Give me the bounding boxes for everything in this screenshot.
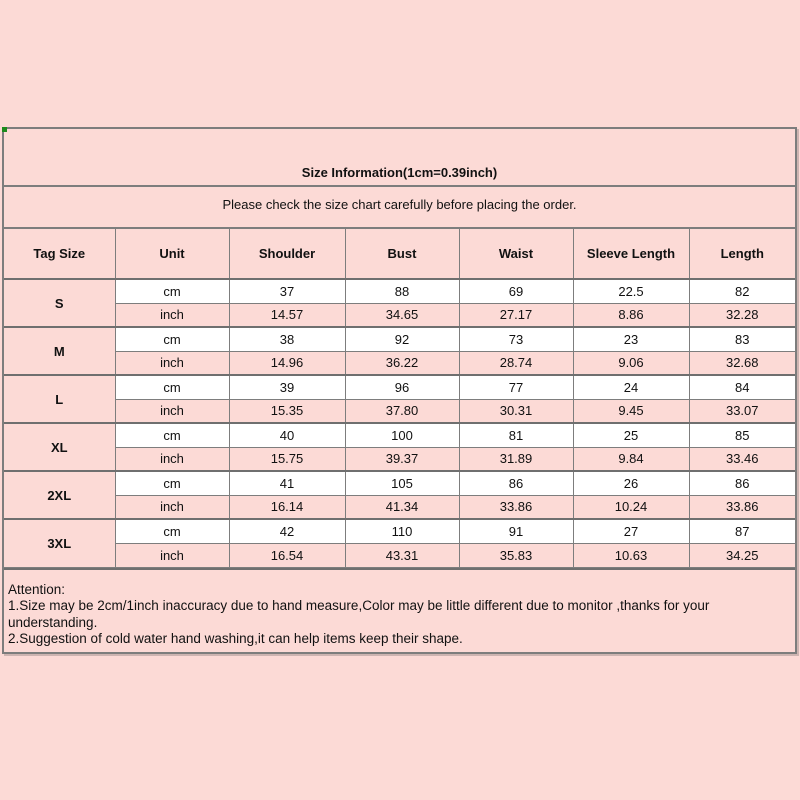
size-row-cm (4, 423, 795, 447)
value-cell: 33.46 (689, 447, 795, 471)
value-cell: 73 (459, 327, 573, 351)
value-cell: 105 (345, 471, 459, 495)
value-cell: 9.45 (573, 399, 689, 423)
size-row-inch (4, 495, 795, 519)
value-cell: 86 (459, 471, 573, 495)
size-table-header (4, 229, 795, 279)
value-cell: 26 (573, 471, 689, 495)
unit-cell: inch (115, 399, 229, 423)
value-cell: 84 (689, 375, 795, 399)
value-cell: 16.14 (229, 495, 345, 519)
size-row-cm (4, 279, 795, 303)
attention-heading: Attention: (8, 581, 66, 597)
size-table (4, 229, 795, 568)
value-cell: 28.74 (459, 351, 573, 375)
value-cell: 77 (459, 375, 573, 399)
size-label-cell: S (4, 279, 115, 327)
header-unit: Unit (115, 229, 229, 279)
value-cell: 35.83 (459, 543, 573, 567)
value-cell: 15.35 (229, 399, 345, 423)
value-cell: 41.34 (345, 495, 459, 519)
value-cell: 15.75 (229, 447, 345, 471)
attention-section (4, 568, 795, 652)
unit-cell: cm (115, 471, 229, 495)
size-row-inch (4, 543, 795, 567)
value-cell: 33.86 (459, 495, 573, 519)
value-cell: 33.07 (689, 399, 795, 423)
value-cell: 38 (229, 327, 345, 351)
value-cell: 31.89 (459, 447, 573, 471)
size-label-cell: 2XL (4, 471, 115, 519)
attention-line-1: 1.Size may be 2cm/1inch inaccuracy due to hand measure,Color may be little different due to monitor ,thanks for your understanding. (8, 598, 710, 630)
value-cell: 33.86 (689, 495, 795, 519)
value-cell: 81 (459, 423, 573, 447)
unit-cell: inch (115, 303, 229, 327)
header-tag-size: Tag Size (4, 229, 115, 279)
value-cell: 27 (573, 519, 689, 543)
size-row-cm (4, 471, 795, 495)
value-cell: 32.28 (689, 303, 795, 327)
value-cell: 37 (229, 279, 345, 303)
size-row-cm (4, 327, 795, 351)
value-cell: 39 (229, 375, 345, 399)
value-cell: 14.96 (229, 351, 345, 375)
header-waist: Waist (459, 229, 573, 279)
size-label-cell: M (4, 327, 115, 375)
value-cell: 34.65 (345, 303, 459, 327)
value-cell: 10.24 (573, 495, 689, 519)
value-cell: 41 (229, 471, 345, 495)
size-table-body (4, 279, 795, 567)
value-cell: 22.5 (573, 279, 689, 303)
value-cell: 14.57 (229, 303, 345, 327)
value-cell: 83 (689, 327, 795, 351)
value-cell: 9.84 (573, 447, 689, 471)
value-cell: 86 (689, 471, 795, 495)
size-row-cm (4, 519, 795, 543)
table-title-row (4, 129, 795, 187)
value-cell: 91 (459, 519, 573, 543)
size-row-inch (4, 303, 795, 327)
value-cell: 85 (689, 423, 795, 447)
unit-cell: inch (115, 495, 229, 519)
value-cell: 42 (229, 519, 345, 543)
value-cell: 88 (345, 279, 459, 303)
value-cell: 43.31 (345, 543, 459, 567)
header-shoulder: Shoulder (229, 229, 345, 279)
size-row-inch (4, 399, 795, 423)
size-chart-table (2, 127, 797, 654)
table-title: Size Information(1cm=0.39inch) (301, 165, 498, 180)
unit-cell: inch (115, 351, 229, 375)
unit-cell: cm (115, 279, 229, 303)
size-label-cell: L (4, 375, 115, 423)
unit-cell: inch (115, 543, 229, 567)
value-cell: 40 (229, 423, 345, 447)
unit-cell: cm (115, 327, 229, 351)
value-cell: 87 (689, 519, 795, 543)
value-cell: 32.68 (689, 351, 795, 375)
value-cell: 8.86 (573, 303, 689, 327)
value-cell: 23 (573, 327, 689, 351)
value-cell: 30.31 (459, 399, 573, 423)
value-cell: 36.22 (345, 351, 459, 375)
size-row-inch (4, 447, 795, 471)
value-cell: 27.17 (459, 303, 573, 327)
value-cell: 16.54 (229, 543, 345, 567)
header-sleeve-length: Sleeve Length (573, 229, 689, 279)
value-cell: 39.37 (345, 447, 459, 471)
value-cell: 24 (573, 375, 689, 399)
value-cell: 82 (689, 279, 795, 303)
value-cell: 34.25 (689, 543, 795, 567)
value-cell: 25 (573, 423, 689, 447)
table-subtitle: Please check the size chart carefully before placing the order. (222, 196, 577, 212)
value-cell: 92 (345, 327, 459, 351)
size-row-inch (4, 351, 795, 375)
header-bust: Bust (345, 229, 459, 279)
unit-cell: cm (115, 423, 229, 447)
value-cell: 9.06 (573, 351, 689, 375)
value-cell: 96 (345, 375, 459, 399)
size-row-cm (4, 375, 795, 399)
unit-cell: cm (115, 375, 229, 399)
size-label-cell: XL (4, 423, 115, 471)
table-subtitle-row (4, 187, 795, 229)
value-cell: 37.80 (345, 399, 459, 423)
value-cell: 10.63 (573, 543, 689, 567)
selection-corner-mark (2, 127, 7, 132)
header-length: Length (689, 229, 795, 279)
size-label-cell: 3XL (4, 519, 115, 567)
header-row (4, 229, 795, 279)
unit-cell: inch (115, 447, 229, 471)
value-cell: 69 (459, 279, 573, 303)
value-cell: 100 (345, 423, 459, 447)
value-cell: 110 (345, 519, 459, 543)
unit-cell: cm (115, 519, 229, 543)
attention-line-2: 2.Suggestion of cold water hand washing,it can help items keep their shape. (8, 631, 463, 646)
